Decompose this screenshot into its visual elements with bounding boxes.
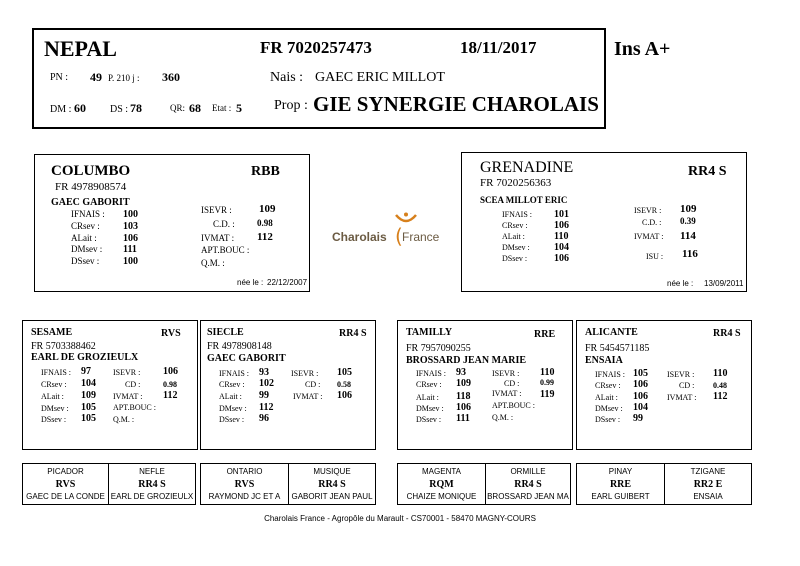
gp-crsev-label: CRsev :	[41, 380, 67, 389]
grandparent-card-sesame	[22, 320, 198, 450]
sire-ivmat-label: IVMAT :	[201, 233, 235, 243]
ggp-name: PINAY	[608, 467, 633, 476]
ggp-name: MAGENTA	[422, 467, 461, 476]
ggp-name: MUSIQUE	[313, 467, 351, 476]
sire-ifnais-label: IFNAIS :	[71, 209, 105, 219]
ggp-group-4	[576, 463, 752, 505]
sire-isevr-label: ISEVR :	[201, 205, 232, 215]
dam-cd-value: 0.39	[680, 216, 696, 226]
sire-dssev-label: DSsev :	[71, 256, 100, 266]
logo-bracket-icon: (	[395, 224, 403, 248]
gp-dmsev-label: DMsev :	[595, 404, 623, 413]
gp-cd-label: CD :	[504, 379, 520, 388]
dam-grade: RR4 S	[688, 164, 727, 179]
dam-birth-label: née le :	[667, 279, 694, 288]
qr-value: 68	[189, 101, 201, 115]
dam-crsev-value: 106	[554, 220, 569, 231]
gp-cd-label: CD :	[125, 380, 141, 389]
gp-dssev-value: 96	[259, 413, 269, 424]
sire-cd-label: C.D. :	[213, 219, 235, 229]
ggp-name: TZIGANE	[690, 467, 726, 476]
gp-grade: RR4 S	[339, 328, 367, 339]
gp-ifnais-value: 105	[633, 368, 648, 379]
gp-ivmat-value: 112	[713, 391, 728, 402]
header-box	[32, 28, 671, 129]
grandparent-card-alicante	[576, 320, 752, 450]
dam-alait-label: ALait :	[502, 232, 525, 241]
gp-ifnais-label: IFNAIS :	[595, 370, 626, 379]
dam-isevr-label: ISEVR :	[634, 206, 662, 215]
ggp-owner: GABORIT JEAN PAUL	[291, 492, 373, 501]
prop-label: Prop :	[274, 98, 308, 113]
gp-name: SIECLE	[207, 327, 244, 338]
gp-alait-label: ALait :	[416, 393, 439, 402]
gp-crsev-value: 102	[259, 378, 274, 389]
gp-ivmat-value: 106	[337, 390, 352, 401]
dam-dmsev-label: DMsev :	[502, 243, 530, 252]
gp-breeder: BROSSARD JEAN MARIE	[406, 355, 527, 366]
gp-alait-label: ALait :	[41, 392, 64, 401]
sire-breeder: GAEC GABORIT	[51, 197, 130, 208]
gp-dssev-value: 105	[81, 413, 96, 424]
gp-breeder: EARL DE GROZIEULX	[31, 352, 139, 363]
gp-isevr-label: ISEVR :	[291, 369, 319, 378]
ggp-group-2	[200, 463, 376, 505]
gp-dssev-label: DSsev :	[41, 415, 67, 424]
sire-id: FR 4978908574	[55, 181, 127, 193]
ggp-cell	[398, 464, 486, 504]
ggp-name: ONTARIO	[226, 467, 263, 476]
gp-dssev-label: DSsev :	[416, 415, 442, 424]
ggp-owner: GAEC DE LA CONDE	[26, 492, 105, 501]
gp-cd-value: 0.98	[163, 380, 177, 389]
sire-crsev-label: CRsev :	[71, 221, 100, 231]
gp-alait-value: 109	[81, 390, 96, 401]
ggp-group-1	[22, 463, 196, 505]
sire-alait-value: 106	[123, 233, 138, 244]
ggp-cell	[665, 464, 751, 504]
gp-isevr-label: ISEVR :	[492, 369, 520, 378]
gp-crsev-label: CRsev :	[416, 380, 442, 389]
gp-ivmat-label: IVMAT :	[113, 392, 143, 401]
ggp-cell	[486, 464, 570, 504]
dam-isu-label: ISU :	[646, 252, 664, 261]
gp-id: FR 4978908148	[207, 341, 272, 352]
dam-dmsev-value: 104	[554, 242, 569, 253]
sire-cd-value: 0.98	[257, 218, 273, 228]
ggp-cell	[577, 464, 665, 504]
ggp-owner: RAYMOND JC ET A	[208, 492, 281, 501]
dam-isevr-value: 109	[680, 203, 697, 215]
gp-ifnais-label: IFNAIS :	[416, 369, 447, 378]
sire-name: COLUMBO	[51, 163, 131, 179]
gp-dmsev-label: DMsev :	[41, 404, 69, 413]
nais-label: Nais :	[270, 70, 304, 85]
sire-dssev-value: 100	[123, 256, 138, 267]
dam-ifnais-value: 101	[554, 209, 569, 220]
gp-aptbouc-label: APT.BOUC :	[113, 403, 156, 412]
gp-ivmat-value: 119	[540, 389, 555, 400]
gp-id: FR 7957090255	[406, 343, 471, 354]
ggp-owner: BROSSARD JEAN MA	[487, 492, 569, 501]
ggp-name: NEFLE	[139, 467, 165, 476]
gp-name: TAMILLY	[406, 327, 453, 338]
dam-dssev-value: 106	[554, 253, 569, 264]
ggp-cell	[109, 464, 195, 504]
ggp-name: PICADOR	[47, 467, 84, 476]
pn-label: PN :	[50, 72, 69, 83]
gp-ifnais-value: 93	[456, 367, 466, 378]
charolais-logo	[330, 212, 446, 252]
gp-dmsev-value: 104	[633, 402, 648, 413]
gp-ivmat-label: IVMAT :	[293, 392, 323, 401]
grandparent-card-tamilly	[397, 320, 573, 450]
gp-isevr-label: ISEVR :	[113, 368, 141, 377]
report-date: 18/11/2017	[460, 38, 537, 57]
gp-id: FR 5454571185	[585, 343, 650, 354]
gp-isevr-value: 106	[163, 366, 178, 377]
dm-value: 60	[74, 101, 86, 115]
sire-qm-label: Q.M. :	[201, 258, 225, 268]
gp-crsev-value: 106	[633, 379, 648, 390]
gp-aptbouc-label: APT.BOUC :	[492, 401, 535, 410]
ggp-owner: EARL GUIBERT	[591, 492, 650, 501]
sire-alait-label: ALait :	[71, 233, 97, 243]
sire-crsev-value: 103	[123, 221, 138, 232]
ds-label: DS :	[110, 104, 129, 115]
gp-ivmat-label: IVMAT :	[492, 389, 522, 398]
logo-text: Charolais	[332, 230, 387, 244]
gp-cd-value: 0.48	[713, 381, 727, 390]
animal-name: NEPAL	[44, 36, 117, 61]
gp-isevr-value: 110	[540, 367, 555, 378]
gp-ifnais-value: 97	[81, 366, 91, 377]
gp-dmsev-value: 112	[259, 402, 274, 413]
animal-id: FR 7020257473	[260, 38, 372, 57]
dam-cd-label: C.D. :	[642, 218, 662, 227]
ggp-cell	[23, 464, 109, 504]
sire-ivmat-value: 112	[257, 231, 273, 243]
ggp-owner: ENSAIA	[693, 492, 723, 501]
gp-ifnais-label: IFNAIS :	[219, 369, 250, 378]
gp-id: FR 5703388462	[31, 341, 96, 352]
gp-dmsev-value: 105	[81, 402, 96, 413]
gp-grade: RVS	[161, 328, 181, 339]
ds-value: 78	[130, 101, 142, 115]
gp-qm-label: Q.M. :	[113, 415, 135, 424]
dam-breeder: SCEA MILLOT ERIC	[480, 195, 568, 205]
dam-dssev-label: DSsev :	[502, 254, 528, 263]
ggp-cell	[289, 464, 375, 504]
sire-isevr-value: 109	[259, 203, 276, 215]
nais-value: GAEC ERIC MILLOT	[315, 70, 445, 85]
grandparent-card-siecle	[200, 320, 376, 450]
ggp-owner: EARL DE GROZIEULX	[110, 492, 194, 501]
dam-id: FR 7020256363	[480, 177, 552, 189]
gp-isevr-value: 105	[337, 367, 352, 378]
gp-dmsev-label: DMsev :	[219, 404, 247, 413]
gp-alait-value: 99	[259, 390, 269, 401]
dam-ivmat-label: IVMAT :	[634, 232, 664, 241]
dam-alait-value: 110	[554, 231, 569, 242]
dam-ivmat-value: 114	[680, 230, 696, 242]
gp-dssev-label: DSsev :	[595, 415, 621, 424]
gp-cd-value: 0.58	[337, 380, 351, 389]
sire-birth-label: née le :	[237, 278, 264, 287]
gp-cd-label: CD :	[679, 381, 695, 390]
dam-birth-date: 13/09/2011	[704, 279, 744, 288]
ggp-grade: RQM	[429, 479, 454, 490]
gp-ifnais-label: IFNAIS :	[41, 368, 72, 377]
gp-isevr-value: 110	[713, 368, 728, 379]
dam-isu-value: 116	[682, 248, 698, 260]
gp-breeder: ENSAIA	[585, 355, 623, 366]
ggp-grade: RR4 S	[514, 479, 542, 490]
ggp-group-3	[397, 463, 571, 505]
gp-alait-label: ALait :	[219, 392, 242, 401]
gp-alait-value: 118	[456, 391, 471, 402]
ggp-cell	[201, 464, 289, 504]
ggp-grade: RVS	[55, 479, 76, 490]
ggp-grade: RRE	[609, 479, 632, 490]
gp-cd-label: CD :	[305, 380, 321, 389]
gp-breeder: GAEC GABORIT	[207, 353, 286, 364]
gp-qm-label: Q.M. :	[492, 413, 514, 422]
p210-label: P. 210 j :	[108, 73, 140, 83]
gp-cd-value: 0.99	[540, 378, 554, 387]
gp-crsev-value: 104	[81, 378, 96, 389]
etat-value: 5	[236, 101, 242, 115]
qr-label: QR:	[170, 103, 186, 113]
sire-dmsev-label: DMsev :	[71, 244, 103, 254]
ggp-name: ORMILLE	[510, 467, 546, 476]
gp-dssev-value: 111	[456, 413, 470, 424]
gp-crsev-label: CRsev :	[595, 381, 621, 390]
dam-box	[461, 152, 747, 292]
ggp-grade: RVS	[234, 479, 255, 490]
dam-crsev-label: CRsev :	[502, 221, 528, 230]
ggp-grade: RR4 S	[138, 479, 166, 490]
gp-alait-value: 106	[633, 391, 648, 402]
etat-label: Etat :	[212, 103, 232, 113]
sire-dmsev-value: 111	[123, 244, 137, 255]
gp-dssev-value: 99	[633, 413, 643, 424]
gp-crsev-value: 109	[456, 378, 471, 389]
sire-grade: RBB	[251, 164, 280, 179]
gp-name: ALICANTE	[585, 327, 638, 338]
gp-isevr-label: ISEVR :	[667, 370, 695, 379]
ggp-owner: CHAIZE MONIQUE	[406, 492, 477, 501]
prop-value: GIE SYNERGIE CHAROLAIS	[313, 92, 599, 116]
gp-dmsev-value: 106	[456, 402, 471, 413]
gp-grade: RRE	[534, 329, 556, 340]
dam-ifnais-label: IFNAIS :	[502, 210, 533, 219]
animal-grade: Ins A+	[614, 38, 671, 60]
gp-dmsev-label: DMsev :	[416, 404, 444, 413]
ggp-grade: RR2 E	[693, 479, 723, 490]
gp-dssev-label: DSsev :	[219, 415, 245, 424]
logo-text-france: France	[402, 230, 440, 244]
sire-aptbouc-label: APT.BOUC :	[201, 245, 250, 255]
sire-birth-date: 22/12/2007	[267, 278, 308, 287]
sire-ifnais-value: 100	[123, 209, 138, 220]
sire-box	[34, 154, 310, 292]
gp-crsev-label: CRsev :	[219, 380, 245, 389]
gp-name: SESAME	[31, 327, 73, 338]
p210-value: 360	[162, 70, 180, 84]
footer-address: Charolais France - Agropôle du Marault - CS70001 - 58470 MAGNY-COURS	[264, 514, 536, 523]
gp-alait-label: ALait :	[595, 393, 618, 402]
gp-ifnais-value: 93	[259, 367, 269, 378]
gp-ivmat-value: 112	[163, 390, 178, 401]
ggp-grade: RR4 S	[318, 479, 346, 490]
dam-name: GRENADINE	[480, 159, 574, 176]
gp-grade: RR4 S	[713, 328, 741, 339]
gp-ivmat-label: IVMAT :	[667, 393, 697, 402]
dm-label: DM :	[50, 104, 72, 115]
pn-value: 49	[90, 70, 102, 84]
